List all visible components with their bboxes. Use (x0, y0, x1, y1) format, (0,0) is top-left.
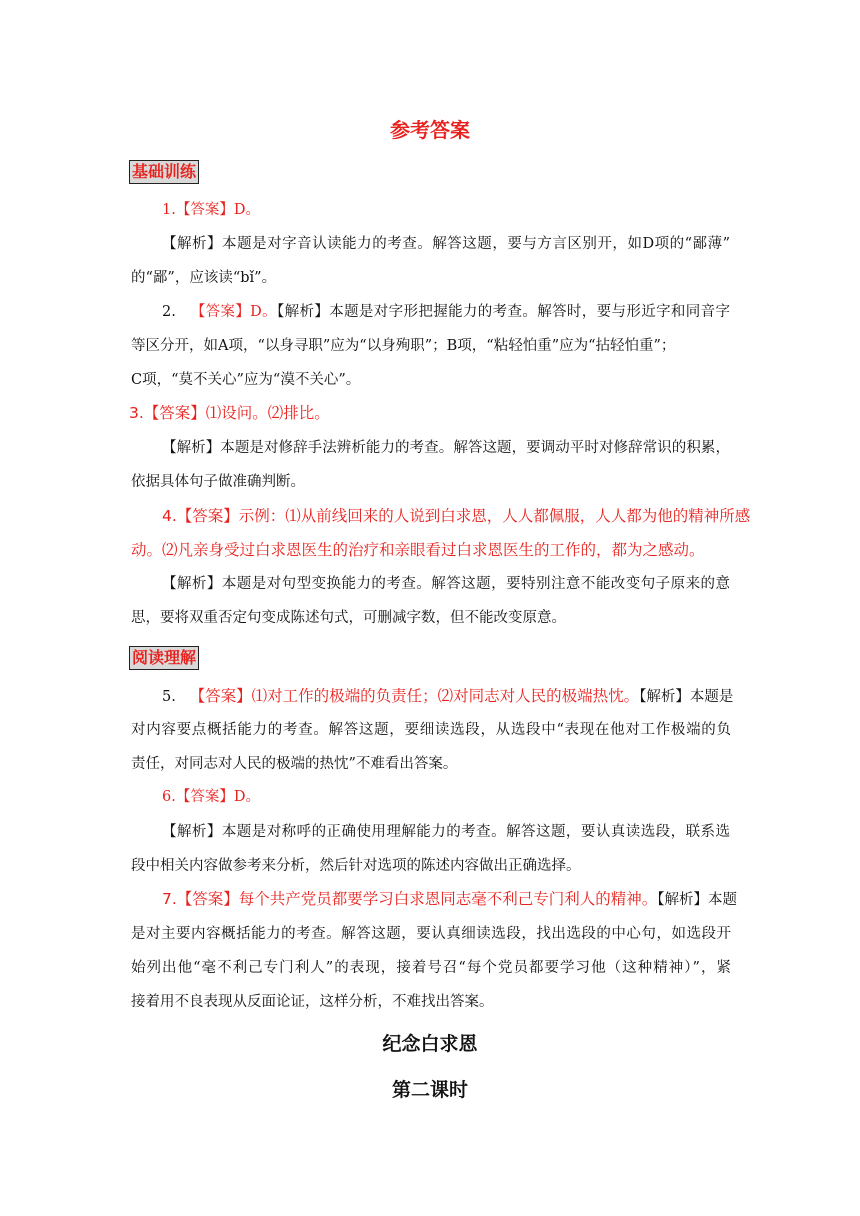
q7-line3: 始列出他“毫不利己专门利人”的表现，接着号召“每个党员都要学习他（这种精神）”，紧 (131, 960, 731, 976)
q1-analysis-line1: 【解析】本题是对字音认读能力的考查。解答这题，要与方言区别开，如D项的“鄙薄” (162, 236, 730, 252)
q7-line2: 是对主要内容概括能力的考查。解答这题，要认真细读选段，找出选段的中心句，如选段开 (131, 926, 731, 942)
section-reading: 阅读理解 (129, 646, 199, 670)
q5-line3: 责任，对同志对人民的极端的热忱”不难看出答案。 (131, 756, 458, 772)
q2-line1: 2. 【答案】D。【解析】本题是对字形把握能力的考查。解答时，要与形近字和同音字 (162, 304, 730, 320)
q7-line4: 接着用不良表现从反面论证，这样分析，不难找出答案。 (131, 994, 494, 1010)
q4-answer-line2: 动。⑵凡亲身受过白求恩医生的治疗和亲眼看过白求恩医生的工作的，都为之感动。 (131, 541, 705, 559)
q6-answer: 6.【答案】D。 (162, 789, 260, 805)
q3-answer: 3.【答案】⑴设问。⑵排比。 (129, 404, 330, 422)
q4-answer-line1: 4.【答案】示例：⑴从前线回来的人说到白求恩，人人都佩服，人人都为他的精神所感 (162, 507, 751, 525)
q7-line1: 7.【答案】每个共产党员都要学习白求恩同志毫不利己专门利人的精神。【解析】本题 (162, 890, 738, 908)
q5-line2: 对内容要点概括能力的考查。解答这题，要细读选段，从选段中“表现在他对工作极端的负 (131, 722, 731, 738)
lesson-heading: 纪念白求恩 (382, 1033, 478, 1055)
section-basic-training: 基础训练 (129, 160, 199, 184)
q6-analysis-line2: 段中相关内容做参考来分析，然后针对选项的陈述内容做出正确选择。 (131, 858, 581, 874)
q1-answer: 1.【答案】D。 (162, 202, 260, 218)
q5-line1: 5. 【答案】⑴对工作的极端的负责任；⑵对同志对人民的极端热忱。【解析】本题是 (162, 687, 734, 705)
lesson-subheading: 第二课时 (391, 1079, 468, 1101)
q4-analysis-line1: 【解析】本题是对句型变换能力的考查。解答这题，要特别注意不能改变句子原来的意 (162, 576, 730, 592)
q1-analysis-line2: 的“鄙”，应该读“bǐ”。 (131, 270, 277, 286)
page-title: 参考答案 (390, 118, 470, 142)
q2-line3: C项，“莫不关心”应为“漠不关心”。 (131, 372, 361, 388)
q6-analysis-line1: 【解析】本题是对称呼的正确使用理解能力的考查。解答这题，要认真读选段，联系选 (162, 824, 730, 840)
q3-analysis-line1: 【解析】本题是对修辞手法辨析能力的考查。解答这题，要调动平时对修辞常识的积累， (162, 440, 730, 456)
q3-analysis-line2: 依据具体句子做准确判断。 (131, 474, 305, 490)
q2-line2: 等区分开，如A项，“以身寻职”应为“以身殉职”；B项，“粘轻怕重”应为“拈轻怕重”； (131, 338, 676, 354)
q4-analysis-line2: 思，要将双重否定句变成陈述句式，可删减字数，但不能改变原意。 (131, 610, 566, 626)
